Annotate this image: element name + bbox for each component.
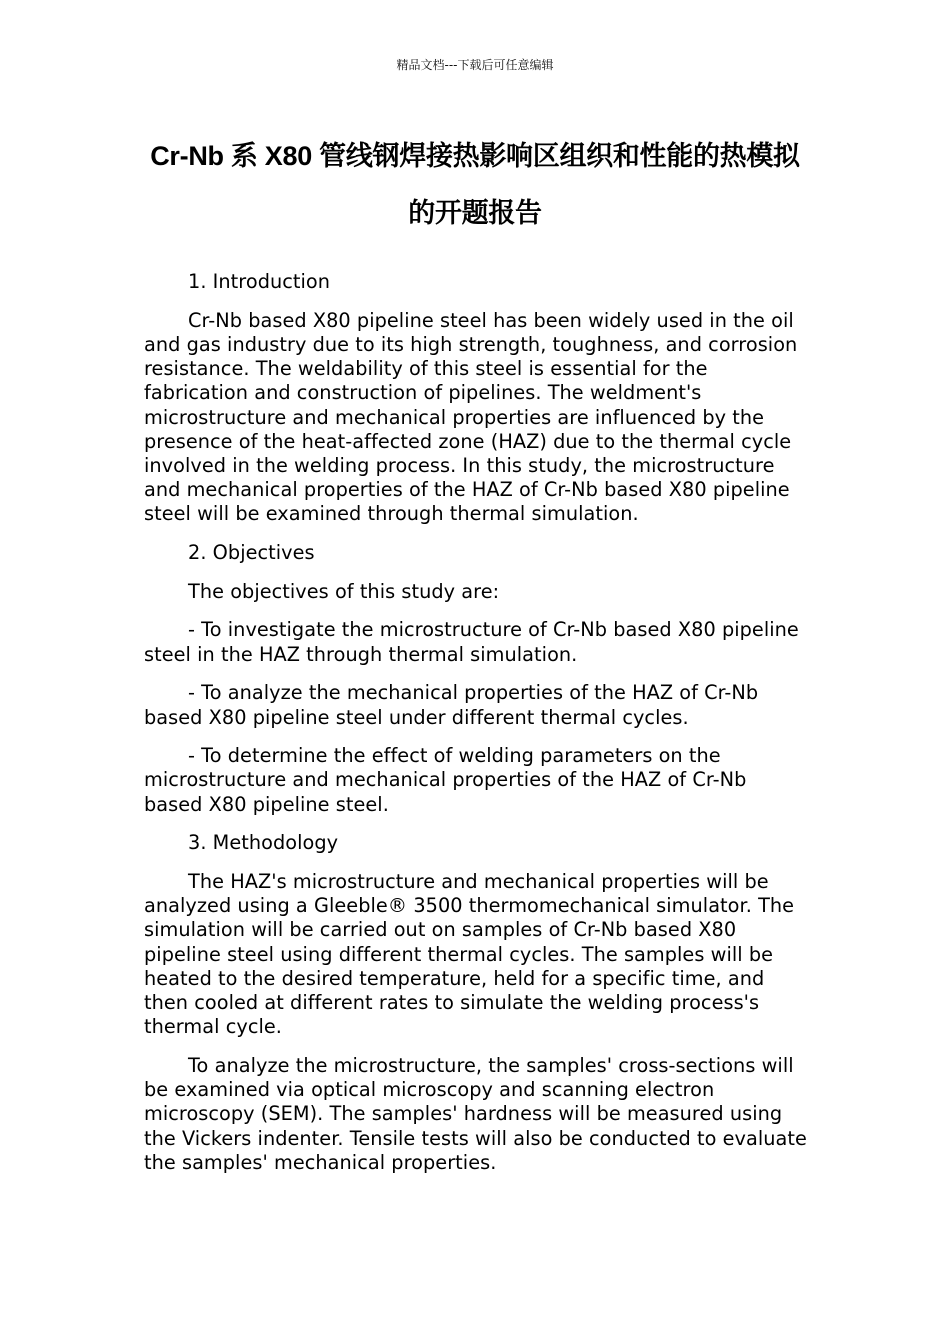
section-heading-objectives: 2. Objectives <box>188 541 315 565</box>
paragraph-methodology-simulation: The HAZ's microstructure and mechanical properties will be analyzed using a Gleeble® 3500 thermomechanical simulator. The simulation will be carried out on samples of Cr-Nb based X80 pipeline steel using different thermal cycles. The samples will be heated to the desired temperature, held for a specific time, and then cooled at different rates to simulate the welding process's thermal cycle. <box>144 870 795 1039</box>
objective-item: - To analyze the mechanical properties of the HAZ of Cr-Nb based X80 pipeline steel under different thermal cycles. <box>144 681 759 729</box>
document-title: Cr-Nb 系 X80 管线钢焊接热影响区组织和性能的热模拟的开题报告 <box>150 141 800 228</box>
paragraph-objectives-intro: The objectives of this study are: <box>188 579 500 603</box>
paragraph-introduction: Cr-Nb based X80 pipeline steel has been widely used in the oil and gas industry due to its high strength, toughness, and corrosion resistance. The weldability of this steel is essential for the fabrication and construction of pipelines. The weldment's microstructure and mechanical properties are influenced by the presence of the heat-affected zone (HAZ) due to the thermal cycle involved in the welding process. In this study, the microstructure and mechanical properties of the HAZ of Cr-Nb based X80 pipeline steel will be examined through thermal simulation. <box>144 308 798 526</box>
document-body <box>144 270 808 1190</box>
section-heading-methodology: 3. Methodology <box>188 831 339 855</box>
objective-item: - To investigate the microstructure of Cr-Nb based X80 pipeline steel in the HAZ through thermal simulation. <box>144 618 799 666</box>
section-heading-introduction: 1. Introduction <box>188 270 331 293</box>
objective-item: - To determine the effect of welding parameters on the microstructure and mechanical properties of the HAZ of Cr-Nb based X80 pipeline steel. <box>144 744 747 816</box>
paragraph-methodology-analysis: To analyze the microstructure, the samples' cross-sections will be examined via optical microscopy and scanning electron microscopy (SEM). The samples' hardness will be measured using the Vickers indenter. Tensile tests will also be conducted to evaluate the samples' mechanical properties. <box>144 1053 807 1174</box>
page-header-note: 精品文档---下载后可任意编辑 <box>396 58 554 72</box>
